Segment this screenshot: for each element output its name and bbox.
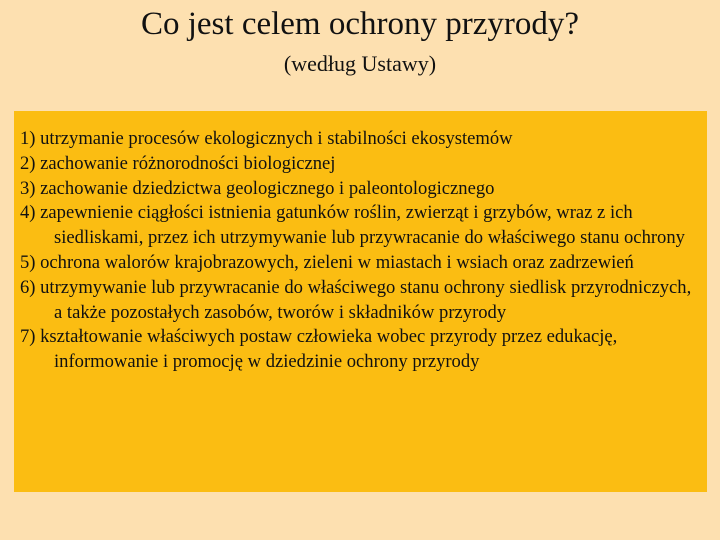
list-item: 7) kształtowanie właściwych postaw człowieka wobec przyrody przez edukację, informowanie i promocję w dziedzinie ochrony przyrody bbox=[20, 326, 618, 373]
list-item: 6) utrzymywanie lub przywracanie do właściwego stanu ochrony siedlisk przyrodniczych, a także pozostałych zasobów, tworów i składników przyrody bbox=[20, 276, 692, 323]
list-item: 4) zapewnienie ciągłości istnienia gatunków roślin, zwierząt i grzybów, wraz z ich siedliskami, przez ich utrzymywanie lub przywracanie do właściwego stanu ochrony bbox=[20, 202, 685, 249]
content-box bbox=[14, 111, 707, 492]
list-item: 2) zachowanie różnorodności biologicznej bbox=[20, 152, 336, 174]
slide-subtitle: (według Ustawy) bbox=[283, 51, 437, 76]
list-item: 3) zachowanie dziedzictwa geologicznego i paleontologicznego bbox=[20, 177, 495, 199]
slide-title: Co jest celem ochrony przyrody? bbox=[140, 6, 580, 42]
list-item: 5) ochrona walorów krajobrazowych, zieleni w miastach i wsiach oraz zadrzewień bbox=[20, 251, 634, 273]
goals-list bbox=[20, 127, 701, 375]
list-item: 1) utrzymanie procesów ekologicznych i stabilności ekosystemów bbox=[20, 128, 513, 149]
